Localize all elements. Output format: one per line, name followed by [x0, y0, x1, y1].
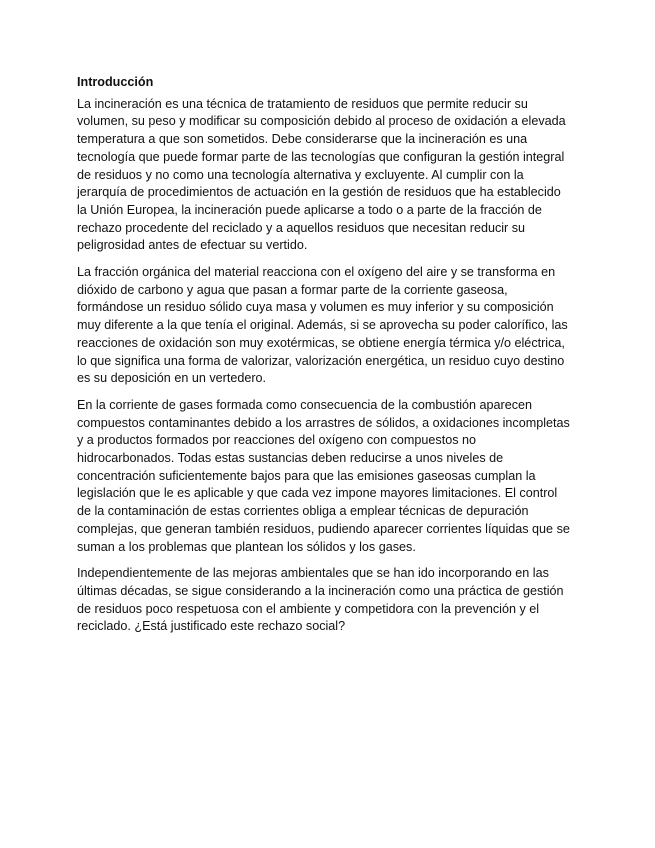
paragraph: [77, 96, 587, 255]
text-line: formándose un residuo sólido cuya masa y volumen es muy inferior y su composición: [77, 300, 554, 315]
text-line: reacciones de oxidación son muy exotérmicas, se obtiene energía térmica y/o eléctrica,: [77, 335, 565, 350]
text-line: complejas, que generan también residuos, pudiendo aparecer corrientes líquidas que se: [77, 521, 570, 536]
text-line: tecnología que puede formar parte de las tecnologías que configuran la gestión integral: [77, 149, 565, 164]
section-heading: Introducción: [77, 75, 154, 89]
text-line: La incineración es una técnica de tratamiento de residuos que permite reducir su: [77, 96, 528, 111]
text-line: hidrocarbonados. Todas estas sustancias deben reducirse a unos niveles de: [77, 451, 504, 466]
text-line: de la contaminación de estas corrientes obliga a emplear técnicas de depuración: [77, 504, 529, 519]
text-line: jerarquía de procedimientos de actuación en la gestión de residuos que ha establecido: [77, 185, 561, 200]
text-line: y a productos formados por reacciones del oxígeno con compuestos no: [77, 433, 477, 448]
text-line: peligrosidad antes de efectuar su vertido.: [77, 238, 308, 253]
paragraph: [77, 397, 587, 556]
text-line: concentración suficientemente bajos para que las emisiones gaseosas cumplan la: [77, 468, 536, 483]
text-line: volumen, su peso y modificar su composición debido al proceso de oxidación a elevada: [77, 114, 566, 129]
text-line: muy diferente a la que tenía el original. Además, si se aprovecha su poder calorífico, las: [77, 318, 568, 333]
text-line: legislación que le es aplicable y que cada vez impone mayores limitaciones. El control: [77, 486, 558, 501]
paragraph: [77, 264, 587, 388]
text-line: Independientemente de las mejoras ambientales que se han ido incorporando en las: [77, 566, 549, 581]
document-page: [77, 74, 587, 645]
text-line: temperatura a que son sometidos. Debe considerarse que la incineración es una: [77, 132, 528, 147]
text-line: En la corriente de gases formada como consecuencia de la combustión aparecen: [77, 397, 533, 412]
text-line: rechazo procedente del reciclado y a aquellos residuos que necesitan reducir su: [77, 220, 526, 235]
text-line: suman a los problemas que plantean los sólidos y los gases.: [77, 539, 416, 554]
text-line: de residuos poco respetuosa con el ambiente y competidora con la prevención y el: [77, 601, 540, 616]
text-line: la Unión Europea, la incineración puede aplicarse a todo o a parte de la fracción de: [77, 202, 542, 217]
text-line: compuestos contaminantes debido a los arrastres de sólidos, a oxidaciones incompletas: [77, 415, 570, 430]
text-line: últimas décadas, se sigue considerando a la incineración como una práctica de gestión: [77, 583, 564, 598]
text-line: La fracción orgánica del material reacciona con el oxígeno del aire y se transforma en: [77, 265, 556, 280]
text-line: reciclado. ¿Está justificado este rechazo social?: [77, 619, 346, 634]
paragraph-container: [77, 96, 587, 636]
text-line: dióxido de carbono y agua que pasan a formar parte de la corriente gaseosa,: [77, 282, 508, 297]
text-line: lo que significa una forma de valorizar, valorización energética, un residuo cuyo destino: [77, 353, 565, 368]
paragraph: [77, 565, 587, 636]
text-line: es su deposición en un vertedero.: [77, 371, 267, 386]
text-line: de residuos y no como una tecnología alternativa y excluyente. Al cumplir con la: [77, 167, 524, 182]
